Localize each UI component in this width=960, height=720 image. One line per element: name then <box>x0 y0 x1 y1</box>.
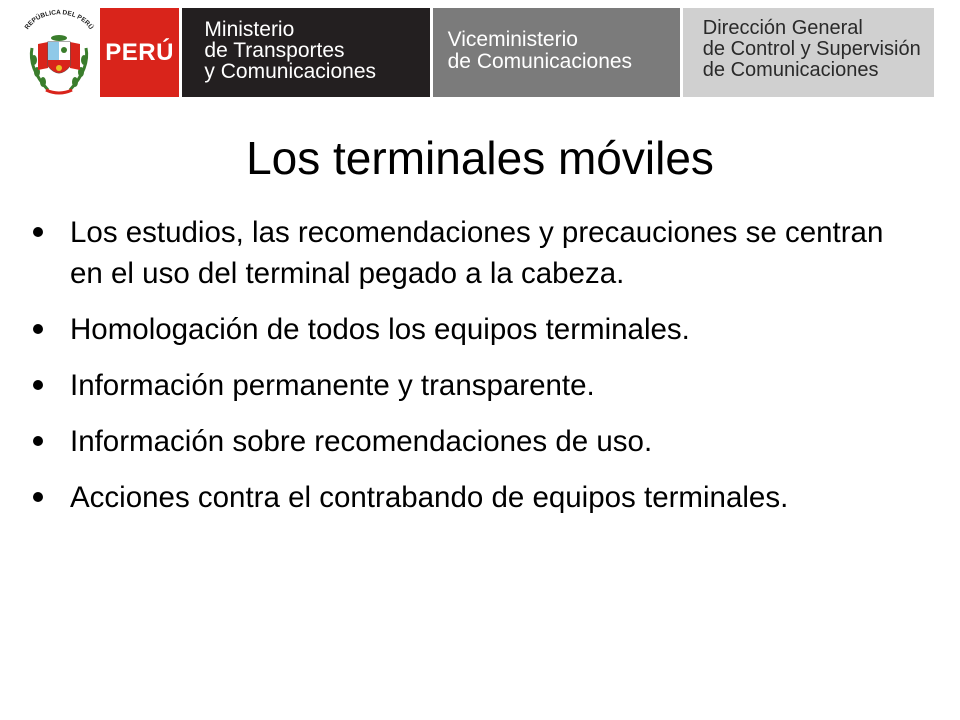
direccion-line-1: Dirección General <box>702 17 863 39</box>
list-item <box>30 309 920 350</box>
crest-arc-text: REPÚBLICA DEL PERÚ <box>23 9 95 31</box>
bullet-list <box>30 212 920 533</box>
list-item <box>30 212 920 294</box>
bullet-dot-icon <box>33 436 43 446</box>
viceministerio-line-2: de Comunicaciones <box>447 50 633 73</box>
bullet-text: Acciones contra el contrabando de equipos terminales. <box>70 481 789 514</box>
peru-brand-block <box>100 8 180 97</box>
list-item <box>30 421 920 462</box>
list-item <box>30 477 920 518</box>
bullet-dot-icon <box>33 324 43 334</box>
ministerio-line-3: y Comunicaciones <box>204 60 377 83</box>
peru-coat-of-arms <box>18 8 100 97</box>
bullet-dot-icon <box>33 380 43 390</box>
bullet-text: Información sobre recomendaciones de uso. <box>70 425 653 458</box>
coat-of-arms-icon <box>18 8 100 97</box>
direccion-line-3: de Comunicaciones <box>702 59 879 81</box>
viceministerio-line-1: Viceministerio <box>447 28 578 51</box>
ministerio-block <box>182 8 429 97</box>
bullet-text: Homologación de todos los equipos terminales. <box>70 313 690 346</box>
peru-label: PERÚ <box>105 38 174 66</box>
direccion-block <box>683 8 934 97</box>
direccion-line-2: de Control y Supervisión <box>702 38 921 60</box>
bullet-text: Información permanente y transparente. <box>70 369 595 402</box>
header-banner <box>18 8 934 97</box>
bullet-text: Los estudios, las recomendaciones y precauciones se centran en el uso del terminal pegado a la cabeza. <box>70 216 884 290</box>
bullet-dot-icon <box>33 227 43 237</box>
bullet-dot-icon <box>33 492 43 502</box>
slide-title: Los terminales móviles <box>246 132 714 184</box>
viceministerio-block <box>433 8 680 97</box>
ministerio-line-2: de Transportes <box>204 39 345 62</box>
svg-text:REPÚBLICA DEL PERÚ <box>24 9 96 31</box>
list-item <box>30 365 920 406</box>
ministerio-line-1: Ministerio <box>204 18 295 41</box>
